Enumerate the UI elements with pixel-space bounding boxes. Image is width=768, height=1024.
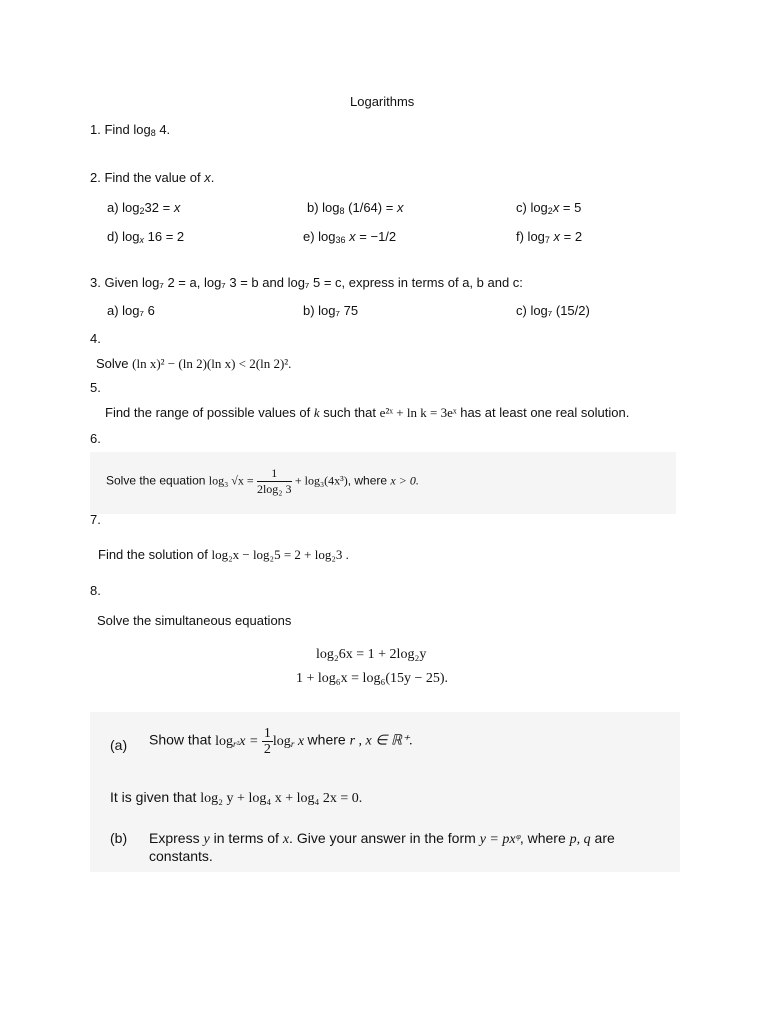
q9a-rhs: log [272,733,291,749]
q2a-base: 2 [139,206,145,216]
q2-var: x [204,170,211,185]
q2e-base: 36 [335,235,346,245]
q9b-text-a: Express [149,830,204,846]
q9a-lhs: log [215,733,234,749]
question-7-number: 7. [90,512,101,527]
q2f-rest: = 2 [560,229,583,244]
q1-rest: 4. [155,122,171,137]
q5-text-a: Find the range of possible values of [105,405,314,420]
q9a-frac-den: 2 [263,742,271,757]
q2f-var: x [549,229,561,244]
q2e-var: x [345,229,356,244]
q9b-text-b: in terms of [209,830,283,846]
q2c-base: 2 [547,206,553,216]
q6-frac-den: 2log₂ 3 [256,482,292,496]
q2e-label: e) log [303,229,336,244]
q9b-text-d: , where [519,830,570,846]
q9b-text-c: . Give your answer in the form [289,830,480,846]
q2-part-a [107,200,180,216]
q9a-rhs-var: x [294,733,305,749]
q9a-rhs-sub: r [290,738,295,749]
q9b-pq: p, q [569,832,591,847]
q6-fraction [257,466,292,497]
q9-given [110,789,362,807]
question-4-body [96,356,291,372]
question-2-heading [90,170,214,185]
q9a-fraction [262,726,273,757]
q9-given-expr: log₂ y + log₄ x + log₄ 2x = 0. [200,791,363,806]
q9b-text-f: constants. [149,848,213,864]
q2d-rest: 16 = 2 [144,229,185,244]
q2f-base: 7 [544,235,550,245]
q9a-label: (a) [110,737,128,753]
q6-text-a: Solve the equation [106,473,209,488]
q2a-var: x [173,200,181,215]
q9b-form: y = pxᵠ [479,832,520,847]
q9-given-text: It is given that [110,789,201,805]
q2b-label: b) log [307,200,340,215]
q5-k: k [313,405,320,420]
q3-part-a: a) log₇ 6 [107,303,155,318]
q7-expr: log₂x − log₂5 = 2 + log₂3 . [211,547,349,562]
q9b-y: y [203,832,210,847]
q2a-label: a) log [107,200,140,215]
q6-cond: x > 0. [390,473,419,488]
q2-heading-end: . [210,170,215,185]
q5-expr: e²ˣ + ln k = 3eˣ [379,405,457,420]
q8-equation-1: log₂6x = 1 + 2log₂y [316,647,427,662]
q8-equation-2: 1 + log₆x = log₆(15y − 25). [296,671,449,686]
q2f-label: f) log [516,229,545,244]
q5-text-b: such that [319,405,380,420]
q9a-lhs-var: x = [239,733,259,749]
q2-part-e [303,229,396,245]
question-5-number: 5. [90,380,101,395]
q2-part-d [107,229,184,245]
q2c-var: x [552,200,560,215]
question-4-number: 4. [90,331,101,346]
q9a-frac-num: 1 [263,726,271,741]
q1-text: 1. Find log [90,122,151,137]
q6-lhs: log₃ √x = [208,473,254,488]
q2b-var: x [396,200,404,215]
q9b-label: (b) [110,830,128,846]
q9a-lhs-sub: r² [233,738,240,749]
question-7-body [98,547,349,563]
q7-text-a: Find the solution of [98,547,212,562]
q2-part-c [516,200,581,216]
q9a-body [149,726,413,757]
q9a-cond: r , x ∈ ℝ⁺. [349,733,413,749]
q3-part-b: b) log₇ 75 [303,303,359,318]
q9b-body [149,830,615,848]
q5-text-c: has at least one real solution. [456,405,630,420]
q3-part-c: c) log₇ (15/2) [516,303,590,318]
q8-text: Solve the simultaneous equations [97,613,292,628]
q9b-x: x [282,832,290,847]
q1-base: 8 [150,128,156,138]
q9a-where: where [307,731,350,748]
q4-solve: Solve [96,356,133,371]
page-title: Logarithms [350,94,415,109]
question-5-body [105,405,629,421]
q2e-rest: = −1/2 [355,229,397,244]
q2a-rest: 32 = [144,200,174,215]
q2b-rest: (1/64) = [344,200,397,215]
q6-text-b: , where [347,473,391,488]
question-6-body [106,466,419,497]
q2-part-b [307,200,403,216]
q6-frac-num: 1 [257,466,292,482]
q2d-label: d) log [107,229,140,244]
q2-heading-text: 2. Find the value of [90,170,205,185]
q9a-text: Show that [149,731,216,748]
q6-rhs: + log₃(4x³) [294,473,348,488]
q2-part-f [516,229,582,245]
q2c-label: c) log [516,200,548,215]
q9b-text-e: are [590,830,615,846]
q2b-base: 8 [339,206,345,216]
q2c-rest: = 5 [559,200,582,215]
q4-expr: (ln x)² − (ln 2)(ln x) < 2(ln 2)². [132,356,292,371]
question-1 [90,122,170,138]
question-6-number: 6. [90,431,101,446]
question-3-heading: 3. Given log₇ 2 = a, log₇ 3 = b and log₇ 5 = c, express in terms of a, b and c: [90,275,523,290]
question-8-number: 8. [90,583,101,598]
q2d-base: x [139,235,145,245]
